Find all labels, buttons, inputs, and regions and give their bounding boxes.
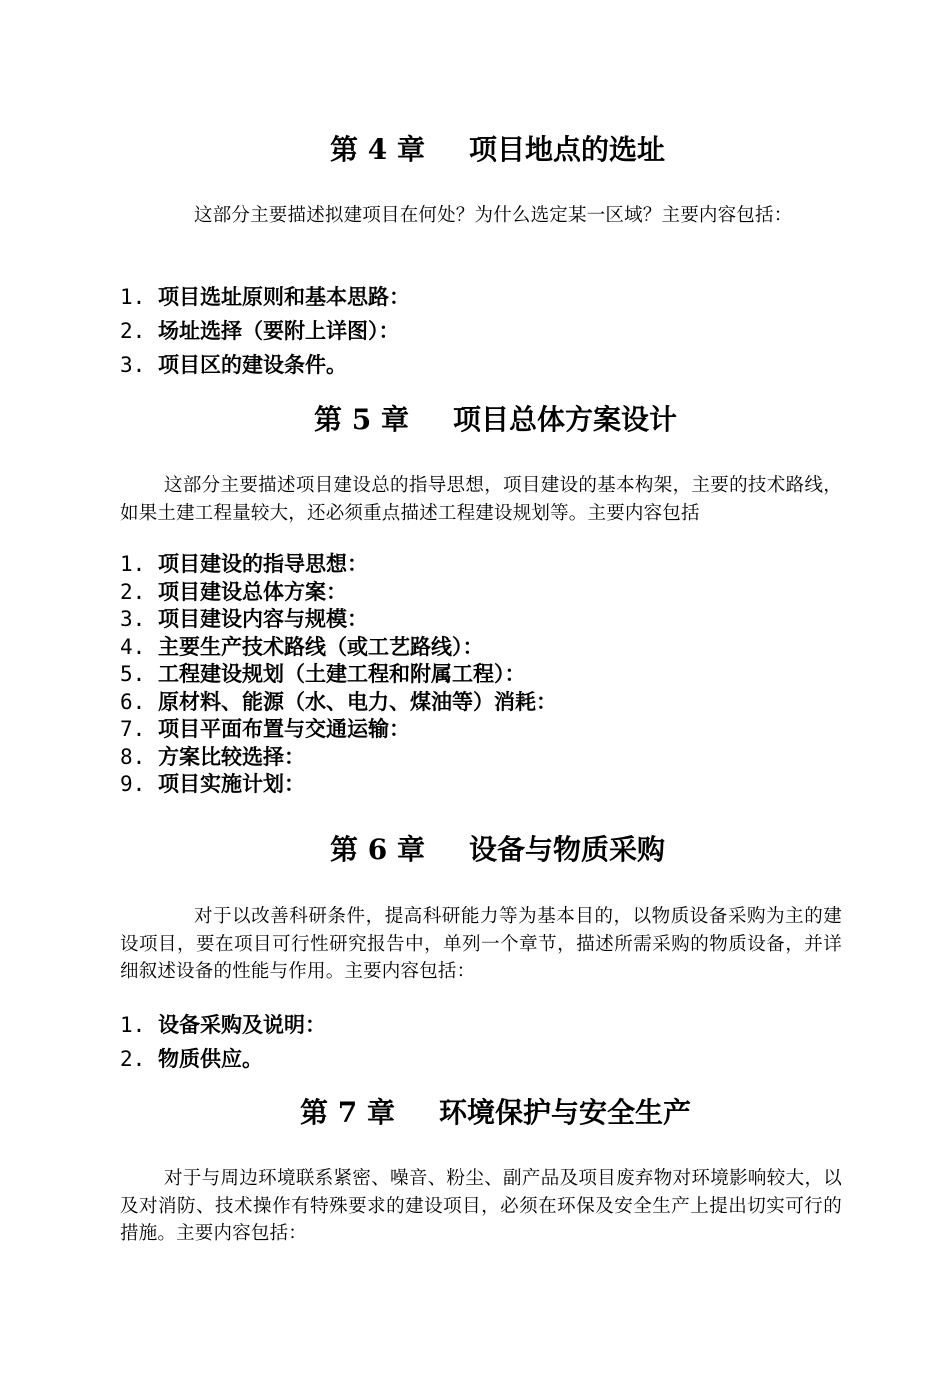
list-item: 1. 设备采购及说明： (120, 1013, 326, 1037)
chapter-7-heading (0, 1095, 950, 1131)
list-item: 4. 主要生产技术路线（或工艺路线）： (120, 634, 484, 659)
chapter-title: 项目地点的选址 (468, 133, 665, 166)
chapter-number: 第 6 章 (330, 833, 425, 866)
chapter-number: 第 5 章 (314, 403, 409, 436)
chapter-5-intro: 这部分主要描述项目建设总的指导思想，项目建设的基本构架，主要的技术路线，如果土建工程量较大，还必须重点描述工程建设规划等。主要内容包括 (120, 475, 842, 524)
chapter-6-list (120, 1008, 326, 1076)
chapter-4-list (120, 280, 410, 382)
chapter-number: 第 4 章 (330, 133, 425, 166)
chapter-title: 设备与物质采购 (468, 833, 665, 866)
chapter-6-heading (0, 832, 950, 868)
list-item: 3. 项目区的建设条件。 (120, 353, 347, 377)
list-item: 8. 方案比较选择： (120, 744, 305, 769)
list-item: 9. 项目实施计划： (120, 772, 305, 796)
chapter-5-heading (0, 402, 950, 438)
chapter-6-intro: 对于以改善科研条件，提高科研能力等为基本目的，以物质设备采购为主的建设项目，要在项目可行性研究报告中，单列一个章节，描述所需采购的物质设备，并详细叙述设备的性能与作用。主要内容包括： (120, 906, 842, 982)
list-item: 6. 原材料、能源（水、电力、煤油等）消耗： (120, 689, 557, 714)
list-item: 1. 项目选址原则和基本思路： (120, 285, 410, 309)
chapter-4-intro: 这部分主要描述拟建项目在何处？为什么选定某一区域？主要内容包括： (194, 205, 793, 226)
chapter-title: 环境保护与安全生产 (438, 1096, 691, 1129)
list-item: 2. 场址选择（要附上详图）： (120, 319, 400, 343)
list-item: 5. 工程建设规划（土建工程和附属工程）： (120, 662, 526, 686)
list-item: 7. 项目平面布置与交通运输： (120, 717, 410, 741)
list-item: 2. 项目建设总体方案： (120, 579, 347, 604)
chapter-title: 项目总体方案设计 (452, 403, 677, 436)
chapter-number: 第 7 章 (300, 1096, 395, 1129)
chapter-7-intro: 对于与周边环境联系紧密、噪音、粉尘、副产品及项目废弃物对环境影响较大，以及对消防、技术操作有特殊要求的建设项目，必须在环保及安全生产上提出切实可行的措施。主要内容包括： (120, 1168, 842, 1244)
list-item: 1. 项目建设的指导思想： (120, 552, 368, 576)
list-item: 2. 物质供应。 (120, 1047, 263, 1071)
chapter-4-heading (0, 132, 950, 168)
chapter-5-list (120, 551, 557, 799)
list-item: 3. 项目建设内容与规模： (120, 607, 368, 631)
